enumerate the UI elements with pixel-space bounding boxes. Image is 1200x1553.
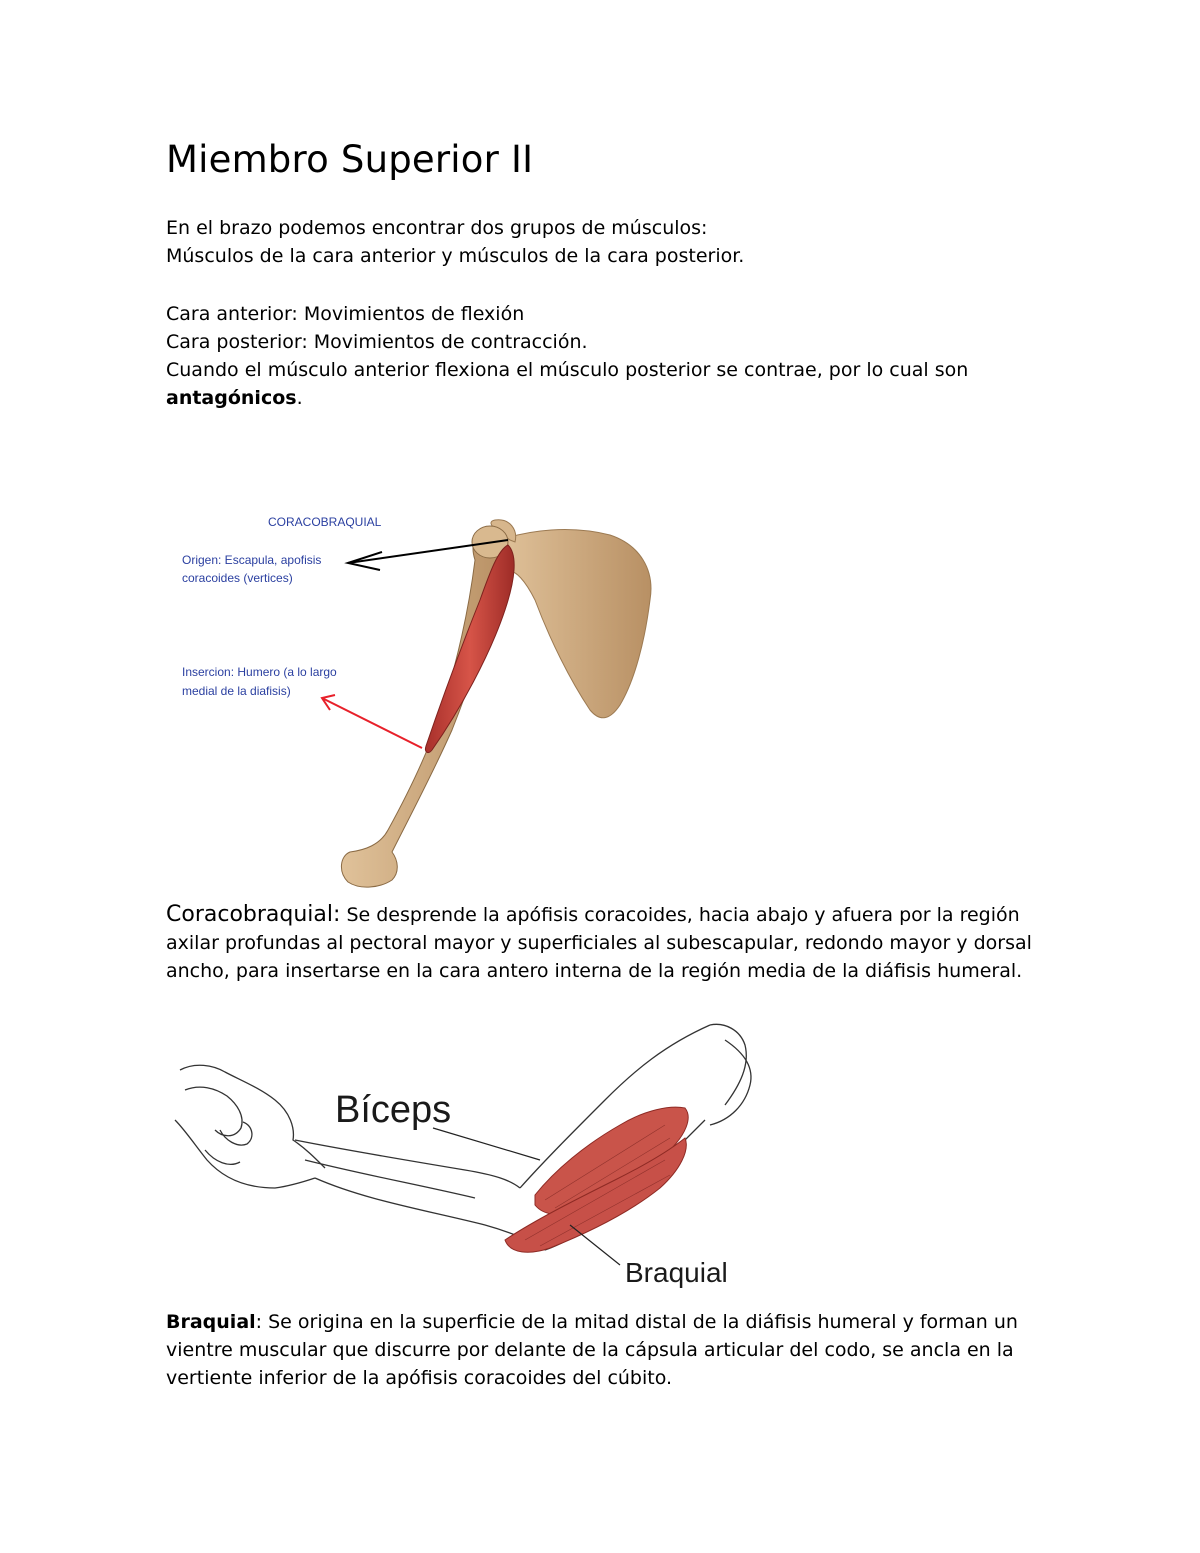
intro-line-1: En el brazo podemos encontrar dos grupos de músculos: — [166, 217, 708, 239]
anterior-text: Movimientos de flexión — [297, 303, 525, 325]
arm-illustration — [165, 1010, 785, 1295]
braquial-line-3: vertiente inferior de la apófisis coracoides del cúbito. — [166, 1367, 673, 1389]
coracobraquial-line-2: axilar profundas al pectoral mayor y superficiales al subescapular, redondo mayor y dorsal — [166, 932, 1032, 954]
braquial-label: Braquial — [625, 1257, 728, 1288]
intro-paragraph — [166, 214, 744, 270]
braquial-line-1 — [166, 1308, 1018, 1336]
posterior-line — [166, 328, 968, 356]
page-title: Miembro Superior II — [166, 138, 534, 181]
coracobraquial-muscle — [425, 545, 514, 753]
fig1-origin-line1: Origen: Escapula, apofisis — [182, 553, 322, 567]
biceps-braquial-figure — [165, 1010, 785, 1295]
biceps-leader-line — [433, 1128, 540, 1160]
coracobraquial-term: Coracobraquial: — [166, 902, 341, 927]
coracobraquial-line-3: ancho, para insertarse en la cara antero interna de la región media de la diáfisis humeral. — [166, 960, 1023, 982]
scapula-shape — [500, 530, 651, 718]
braquial-paragraph — [166, 1308, 1018, 1392]
relation-end: . — [296, 387, 303, 409]
posterior-text: Movimientos de contracción. — [307, 331, 588, 353]
coracobraquial-paragraph — [166, 901, 1032, 985]
posterior-label: Cara posterior: — [166, 331, 308, 353]
braquial-leader-line — [570, 1225, 620, 1265]
fig1-heading: CORACOBRAQUIAL — [268, 515, 382, 529]
anterior-label: Cara anterior: — [166, 303, 298, 325]
intro-line-2: Músculos de la cara anterior y músculos de la cara posterior. — [166, 245, 745, 267]
insertion-arrow — [322, 695, 422, 748]
anterior-line — [166, 300, 968, 328]
braquial-term: Braquial — [166, 1311, 256, 1333]
antagonicos-term: antagónicos — [166, 387, 297, 409]
fig1-origin-line2: coracoides (vertices) — [182, 571, 293, 585]
coracobraquial-line-1 — [166, 901, 1032, 929]
braquial-text-1: : Se origina en la superficie de la mitad distal de la diáfisis humeral y forman un — [255, 1311, 1018, 1333]
fig1-insertion-line1: Insercion: Humero (a lo largo — [182, 665, 337, 679]
braquial-line-2: vientre muscular que discurre por delante de la cápsula articular del codo, se ancla en la — [166, 1339, 1014, 1361]
humerus-shape — [341, 530, 506, 887]
faces-paragraph — [166, 300, 968, 412]
fig1-insertion-line2: medial de la diafisis) — [182, 684, 291, 698]
relation-line-2 — [166, 384, 968, 412]
biceps-label: Bíceps — [335, 1089, 452, 1131]
coracobraquial-figure — [170, 500, 670, 900]
coracobraquial-text-1: Se desprende la apófisis coracoides, hacia abajo y afuera por la región — [340, 904, 1020, 926]
coracobraquial-illustration — [170, 500, 670, 900]
relation-line: Cuando el músculo anterior flexiona el músculo posterior se contrae, por lo cual son — [166, 359, 969, 381]
